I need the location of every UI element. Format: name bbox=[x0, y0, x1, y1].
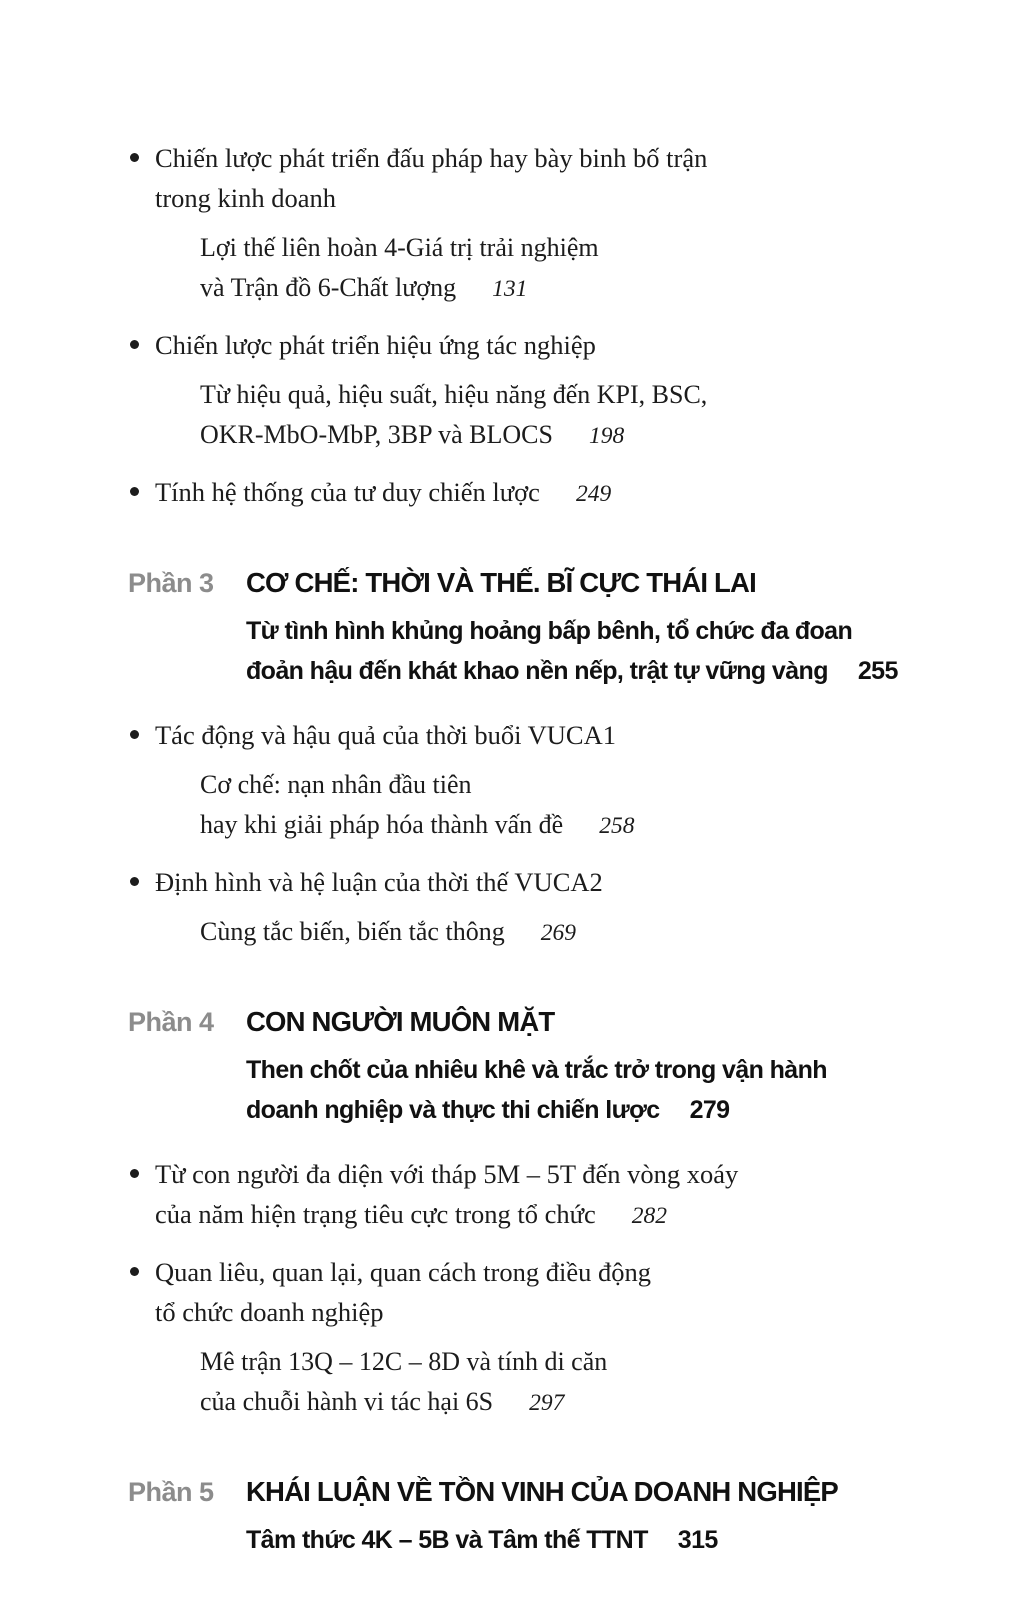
entry-line bbox=[200, 1342, 928, 1382]
entry-line bbox=[155, 715, 928, 755]
entry-line bbox=[155, 178, 928, 218]
page-number: 258 bbox=[599, 813, 635, 839]
entry-text: Chiến lược phát triển hiệu ứng tác nghiệp bbox=[155, 330, 596, 360]
entry-line bbox=[200, 415, 928, 456]
entry-line bbox=[155, 1252, 928, 1292]
entry-text: Chiến lược phát triển đấu pháp hay bày binh bố trận bbox=[155, 143, 708, 173]
section-body bbox=[246, 1473, 928, 1560]
page-number: 315 bbox=[677, 1526, 718, 1554]
entry-line bbox=[155, 1194, 928, 1236]
page-number: 269 bbox=[540, 920, 576, 946]
bullet-icon bbox=[130, 153, 139, 162]
entry-text: và Trận đồ 6-Chất lượng bbox=[200, 273, 457, 302]
entry-line bbox=[155, 472, 928, 514]
entry-line bbox=[155, 862, 928, 902]
page-number: 297 bbox=[529, 1390, 565, 1416]
entry-text: Từ hiệu quả, hiệu suất, hiệu năng đến KPI, BSC, bbox=[200, 380, 708, 409]
page-number: 279 bbox=[689, 1096, 730, 1124]
toc-entry bbox=[128, 138, 928, 218]
toc-subentry bbox=[128, 912, 928, 953]
section-subtitle-line bbox=[246, 1520, 928, 1560]
page-number: 249 bbox=[575, 481, 612, 507]
entry-text: OKR-MbO-MbP, 3BP và BLOCS bbox=[200, 420, 553, 449]
entry-line bbox=[200, 228, 928, 268]
entry-text: Từ con người đa diện với tháp 5M – 5T đến vòng xoáy bbox=[155, 1159, 739, 1189]
entry-text: Tác động và hậu quả của thời buổi VUCA1 bbox=[155, 720, 616, 750]
entry-line bbox=[155, 1292, 928, 1332]
entry-text: Mê trận 13Q – 12C – 8D và tính di căn bbox=[200, 1347, 608, 1376]
section-title: CƠ CHẾ: THỜI VÀ THẾ. BĨ CỰC THÁI LAI bbox=[246, 567, 756, 598]
entry-line bbox=[200, 805, 928, 846]
subtitle-text: đoản hậu đến khát khao nền nếp, trật tự vững vàng bbox=[246, 657, 828, 685]
subtitle-text: Từ tình hình khủng hoảng bấp bênh, tổ chức đa đoan bbox=[246, 617, 853, 645]
bullet-icon bbox=[130, 1267, 139, 1276]
toc-entry bbox=[128, 1252, 928, 1332]
entry-text: của chuỗi hành vi tác hại 6S bbox=[200, 1387, 494, 1416]
section-subtitle-line bbox=[246, 651, 928, 691]
entry-text: trong kinh doanh bbox=[155, 183, 337, 213]
page-number: 198 bbox=[588, 423, 625, 449]
section-label: Phần 4 bbox=[128, 1007, 214, 1037]
toc-section-heading bbox=[128, 1003, 928, 1130]
section-title: CON NGƯỜI MUÔN MẶT bbox=[246, 1006, 555, 1037]
page-number: 131 bbox=[492, 276, 528, 302]
section-body bbox=[246, 1003, 928, 1130]
section-title: KHÁI LUẬN VỀ TỒN VINH CỦA DOANH NGHIỆP bbox=[246, 1476, 838, 1507]
entry-line bbox=[155, 138, 928, 178]
toc-subentry bbox=[128, 765, 928, 846]
section-label: Phần 3 bbox=[128, 568, 214, 598]
entry-line bbox=[200, 268, 928, 309]
section-subtitle-line bbox=[246, 1090, 928, 1130]
entry-line bbox=[155, 1154, 928, 1194]
entry-text: Tính hệ thống của tư duy chiến lược bbox=[155, 477, 540, 507]
entry-text: Cùng tắc biến, biến tắc thông bbox=[200, 917, 505, 946]
bullet-icon bbox=[130, 730, 139, 739]
entry-text: hay khi giải pháp hóa thành vấn đề bbox=[200, 810, 564, 839]
entry-text: Cơ chế: nạn nhân đầu tiên bbox=[200, 770, 472, 799]
subtitle-text: doanh nghiệp và thực thi chiến lược bbox=[246, 1096, 660, 1124]
section-body bbox=[246, 564, 928, 691]
toc-entry bbox=[128, 1154, 928, 1236]
page-number: 282 bbox=[631, 1203, 668, 1229]
entry-text: Quan liêu, quan lại, quan cách trong điều động bbox=[155, 1257, 651, 1287]
entry-line bbox=[200, 765, 928, 805]
toc-entry bbox=[128, 862, 928, 902]
toc-entry bbox=[128, 325, 928, 365]
toc-entry bbox=[128, 472, 928, 514]
entry-text: của năm hiện trạng tiêu cực trong tổ chức bbox=[155, 1199, 596, 1229]
toc-list bbox=[128, 138, 928, 1560]
entry-text: Lợi thế liên hoàn 4-Giá trị trải nghiệm bbox=[200, 233, 599, 262]
section-subtitle-line bbox=[246, 1050, 928, 1090]
page-number: 255 bbox=[857, 657, 898, 685]
entry-line bbox=[200, 375, 928, 415]
toc-subentry bbox=[128, 375, 928, 456]
toc-subentry bbox=[128, 228, 928, 309]
entry-text: Định hình và hệ luận của thời thế VUCA2 bbox=[155, 867, 603, 897]
entry-text: tổ chức doanh nghiệp bbox=[155, 1297, 384, 1327]
entry-line bbox=[200, 1382, 928, 1423]
section-subtitle bbox=[246, 1050, 928, 1130]
section-subtitle-line bbox=[246, 611, 928, 651]
toc-subentry bbox=[128, 1342, 928, 1423]
bullet-icon bbox=[130, 487, 139, 496]
subtitle-text: Tâm thức 4K – 5B và Tâm thế TTNT bbox=[246, 1526, 648, 1554]
entry-line bbox=[155, 325, 928, 365]
bullet-icon bbox=[130, 340, 139, 349]
subtitle-text: Then chốt của nhiêu khê và trắc trở trong vận hành bbox=[246, 1056, 827, 1084]
toc-section-heading bbox=[128, 1473, 928, 1560]
bullet-icon bbox=[130, 877, 139, 886]
section-subtitle bbox=[246, 1520, 928, 1560]
toc-section-heading bbox=[128, 564, 928, 691]
section-label: Phần 5 bbox=[128, 1477, 214, 1507]
toc-entry bbox=[128, 715, 928, 755]
bullet-icon bbox=[130, 1169, 139, 1178]
section-subtitle bbox=[246, 611, 928, 691]
entry-line bbox=[200, 912, 928, 953]
